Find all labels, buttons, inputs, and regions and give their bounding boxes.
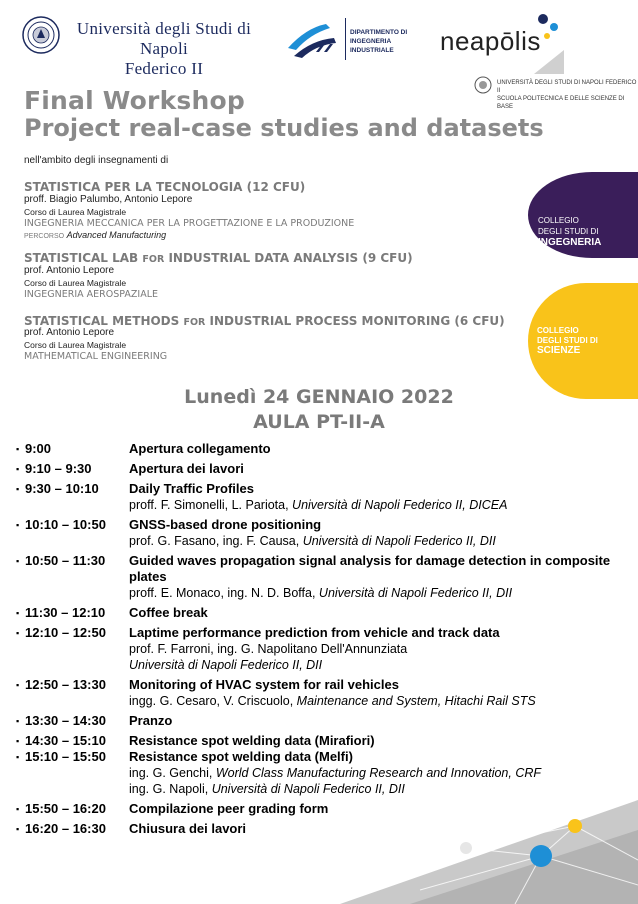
course-program-1: INGEGNERIA MECCANICA PER LA PROGETTAZIONE E LA PRODUZIONE — [24, 218, 355, 229]
schedule-time: 12:50 – 13:30 — [25, 677, 106, 692]
schedule-time: 16:20 – 16:30 — [25, 821, 106, 836]
schedule-item — [16, 481, 616, 513]
schedule-title: Apertura dei lavori — [129, 461, 244, 476]
percorso-label: PERCORSO — [24, 233, 65, 240]
bullet-icon: ▪ — [16, 628, 20, 638]
bullet-icon: ▪ — [16, 464, 20, 474]
schedule-item — [16, 441, 616, 457]
course-title-2 — [24, 251, 413, 265]
course-title-3-c: INDUSTRIAL PROCESS MONITORING (6 CFU) — [205, 314, 505, 328]
schedule-title: Daily Traffic Profiles — [129, 481, 254, 496]
collegio-ing-line1: COLLEGIO — [538, 216, 579, 225]
schedule-affiliation: Maintenance and System, Hitachi Rail STS — [296, 694, 536, 708]
schedule-affiliation-2: Università di Napoli Federico II, DII — [211, 782, 405, 796]
bullet-icon: ▪ — [16, 556, 20, 566]
bullet-icon: ▪ — [16, 484, 20, 494]
schedule-title: Laptime performance prediction from vehicle and track data — [129, 625, 500, 640]
course-title-1: STATISTICA PER LA TECNOLOGIA (12 CFU) — [24, 180, 306, 194]
collegio-ingegneria-text — [538, 215, 601, 248]
dii-line3: INDUSTRIALE — [350, 47, 394, 54]
school-line2: SCUOLA POLITECNICA E DELLE SCIENZE DI BASE — [497, 96, 625, 110]
schedule-speakers: ing. G. Genchi, — [129, 766, 216, 780]
course-title-2-b: FOR — [142, 254, 165, 265]
schedule-speakers: prof. F. Farroni, ing. G. Napolitano Dell'Annunziata — [129, 642, 408, 656]
collegio-sci-line3: SCIENZE — [537, 345, 581, 356]
schedule-speakers: ingg. G. Cesaro, V. Criscuolo, — [129, 694, 297, 708]
bullet-icon: ▪ — [16, 824, 20, 834]
page-subtitle: Project real-case studies and datasets — [24, 114, 544, 142]
schedule-time: 14:30 – 15:10 — [25, 733, 106, 748]
dii-name — [350, 28, 407, 55]
collegio-ing-line3: INGEGNERIA — [538, 237, 602, 248]
schedule-time: 15:50 – 16:20 — [25, 801, 106, 816]
schedule-title: Monitoring of HVAC system for rail vehicles — [129, 677, 399, 692]
bullet-icon: ▪ — [16, 608, 20, 618]
schedule-time: 9:30 – 10:10 — [25, 481, 99, 496]
schedule-speakers-2: ing. G. Napoli, — [129, 782, 212, 796]
schedule-time: 12:10 – 12:50 — [25, 625, 106, 640]
schedule-title: Coffee break — [129, 605, 208, 620]
schedule-item — [16, 677, 616, 709]
schedule-speakers: prof. G. Fasano, ing. F. Causa, — [129, 534, 303, 548]
bullet-icon: ▪ — [16, 736, 20, 746]
course-title-3-a: STATISTICAL METHODS — [24, 314, 184, 328]
bullet-icon: ▪ — [16, 444, 20, 454]
course-cdl-1: Corso di Laurea Magistrale — [24, 207, 127, 217]
schedule-speakers: proff. F. Simonelli, L. Pariota, — [129, 498, 293, 512]
neapolis-logo-mark — [534, 12, 564, 74]
bullet-icon: ▪ — [16, 716, 20, 726]
university-name-line1: Università degli Studi di Napoli — [76, 19, 252, 58]
dii-logo — [286, 18, 342, 62]
school-line1: UNIVERSITÀ DEGLI STUDI DI NAPOLI FEDERICO II — [497, 80, 637, 94]
schedule-time: 11:30 – 12:10 — [25, 605, 106, 620]
schedule-time: 9:10 – 9:30 — [25, 461, 92, 476]
percorso-value: Advanced Manufacturing — [66, 230, 167, 240]
bullet-icon: ▪ — [16, 804, 20, 814]
course-percorso-1 — [24, 230, 166, 240]
schedule-time: 10:10 – 10:50 — [25, 517, 106, 532]
schedule-title: Apertura collegamento — [129, 441, 271, 456]
schedule-item — [16, 605, 616, 621]
schedule-item — [16, 553, 616, 601]
page-title: Final Workshop — [24, 86, 245, 115]
schedule-item — [16, 517, 616, 549]
school-name — [497, 79, 638, 111]
schedule-affiliation: Università di Napoli Federico II, DII — [302, 534, 496, 548]
schedule-title: Resistance spot welding data (Mirafiori) — [129, 733, 375, 748]
schedule-affiliation: Università di Napoli Federico II, DICEA — [292, 498, 508, 512]
university-seal-logo — [22, 16, 60, 54]
event-date: Lunedì 24 GENNAIO 2022 — [184, 386, 454, 408]
schedule-item — [16, 713, 616, 729]
schedule-title: Guided waves propagation signal analysis for damage detection in composite plates — [129, 553, 611, 584]
schedule-item — [16, 461, 616, 477]
course-profs-3: prof. Antonio Lepore — [24, 327, 115, 338]
course-profs-1: proff. Biagio Palumbo, Antonio Lepore — [24, 194, 193, 205]
schedule-item — [16, 733, 616, 749]
schedule-affiliation: Università di Napoli Federico II, DII — [318, 586, 513, 600]
collegio-ing-line2: DEGLI STUDI DI — [538, 227, 599, 236]
schedule-time: 10:50 – 11:30 — [25, 553, 106, 568]
event-room: AULA PT-II-A — [253, 411, 385, 433]
course-title-2-c: INDUSTRIAL DATA ANALYSIS (9 CFU) — [164, 251, 413, 265]
course-program-3: MATHEMATICAL ENGINEERING — [24, 351, 168, 362]
collegio-scienze-text — [537, 326, 598, 356]
course-cdl-3: Corso di Laurea Magistrale — [24, 340, 127, 350]
course-title-3 — [24, 314, 505, 328]
neapolis-logo-text: neapōlis — [440, 26, 541, 56]
schedule-time: 9:00 — [25, 441, 52, 456]
schedule-speakers: proff. E. Monaco, ing. N. D. Boffa, — [129, 586, 319, 600]
schedule-time: 13:30 – 14:30 — [25, 713, 106, 728]
course-title-2-a: STATISTICAL LAB — [24, 251, 143, 265]
schedule-title: Pranzo — [129, 713, 173, 728]
bullet-icon: ▪ — [16, 520, 20, 530]
bullet-icon: ▪ — [16, 752, 20, 762]
schedule-title: Resistance spot welding data (Melfi) — [129, 749, 353, 764]
university-name-line2: Federico II — [124, 59, 204, 78]
course-program-2: INGEGNERIA AEROSPAZIALE — [24, 289, 158, 300]
schedule-time: 15:10 – 15:50 — [25, 749, 106, 764]
dii-line1: DIPARTIMENTO DI — [350, 29, 408, 36]
schedule-list — [16, 441, 616, 837]
schedule-title: GNSS-based drone positioning — [129, 517, 322, 532]
intro-text: nell'ambito degli insegnamenti di — [24, 155, 169, 166]
schedule-title: Compilazione peer grading form — [129, 801, 329, 816]
collegio-sci-line2: DEGLI STUDI DI — [537, 336, 598, 345]
dii-line2: INGEGNERIA — [350, 38, 392, 45]
network-graphic — [300, 790, 638, 904]
bullet-icon: ▪ — [16, 680, 20, 690]
course-cdl-2: Corso di Laurea Magistrale — [24, 278, 127, 288]
schedule-affiliation: World Class Manufacturing Research and Innovation, CRF — [215, 766, 542, 780]
schedule-affiliation: Università di Napoli Federico II, DII — [129, 658, 323, 672]
university-name — [66, 19, 262, 79]
schedule-title: Chiusura dei lavori — [129, 821, 247, 836]
school-seal-logo — [474, 76, 492, 94]
course-title-3-b: FOR — [183, 317, 206, 328]
collegio-sci-line1: COLLEGIO — [537, 326, 579, 335]
course-profs-2: prof. Antonio Lepore — [24, 265, 115, 276]
dii-separator — [345, 18, 346, 60]
schedule-item — [16, 625, 616, 673]
